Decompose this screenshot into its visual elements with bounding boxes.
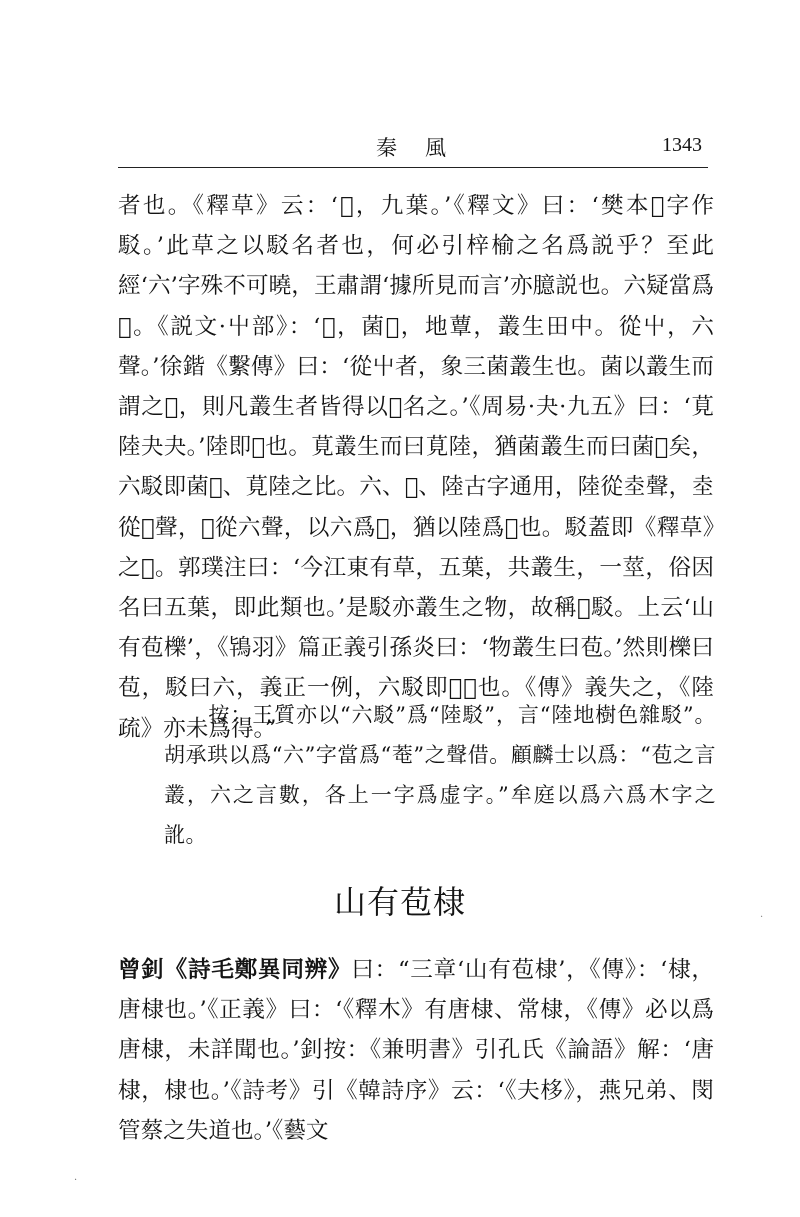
commentary-paragraph: 者也。《釋草》云：‘𦫵，九葉。’《釋文》曰：‘樊本𦫵字作駁。’此草之以駁名者也，何必引梓榆之名爲説乎？至此經‘六’字殊不可曉，王肅謂‘據所見而言’亦臆説也。六疑當爲𡵂。《説文·屮部》：‘𡵂，菌𡵂，地蕈，叢生田中。從屮，六聲。’徐鍇《繫傳》曰：‘從屮者，象三菌叢生也。菌以叢生而謂之𡵂，則凡叢生者皆得以𡵂名之。’《周易·夬·九五》曰：‘莧陸夬夬。’陸即𡵂也。莧叢生而曰莧陸，猶菌叢生而曰菌𡵂矣，六駁即菌𡵂、莧陸之比。六、𡵂、陸古字通用，陸從坴聲，坴從𡵂聲，𡵂從六聲，以六爲𡵂，猶以陸爲𡵂也。駁蓋即《釋草》之𦫵。郭璞注曰：‘今江東有草，五葉，共叢生，一莖，俗因名曰五葉，即此類也。’是駁亦叢生之物，故稱𡵂駁。上云‘山有苞櫟’，《鴇羽》篇正義引孫炎曰：‘物叢生曰苞。’然則櫟曰苞，駁曰六，義正一例，六駁即𡵂𦫵也。《傳》義失之，《陸疏》亦未爲得。” [118,193,714,742]
editor-note-text: 按：王質亦以“六駁”爲“陸駁”，言“陸地樹色雜駁”。胡承珙以爲“六”字當爲“䓐”之聲借。顧麟士以爲：“苞之言叢，六之言數，各上一字爲虚字。”牟庭以爲六爲木字之訛。 [164,703,716,847]
section-paragraph-text: 曰：“三章‘山有苞棣’，《傳》：‘棣，唐棣也。’《正義》曰：‘《釋木》有唐棣、常棣，《傳》必以爲唐棣，未詳聞也。’釗按：《兼明書》引孔氏《論語》解：‘唐棣，棣也。’《詩考》引《韓詩序》云：‘《夫栘》，燕兄弟、閔管蔡之失道也。’《藝文 [118,957,715,1144]
page-number: 1343 [662,134,702,156]
running-header [118,130,708,164]
scan-speck-bottom: · [74,1175,78,1186]
section-heading: 山有苞棣 [333,883,466,921]
running-title-char-1: 秦 [376,136,397,160]
editor-note [164,695,716,855]
scan-speck: · [760,912,764,923]
running-title-char-2: 風 [425,136,446,160]
running-title [376,132,446,162]
section-paragraph [118,950,714,1151]
header-rule [118,167,708,168]
cited-work: 曾釗《詩毛鄭異同辨》 [118,957,352,983]
